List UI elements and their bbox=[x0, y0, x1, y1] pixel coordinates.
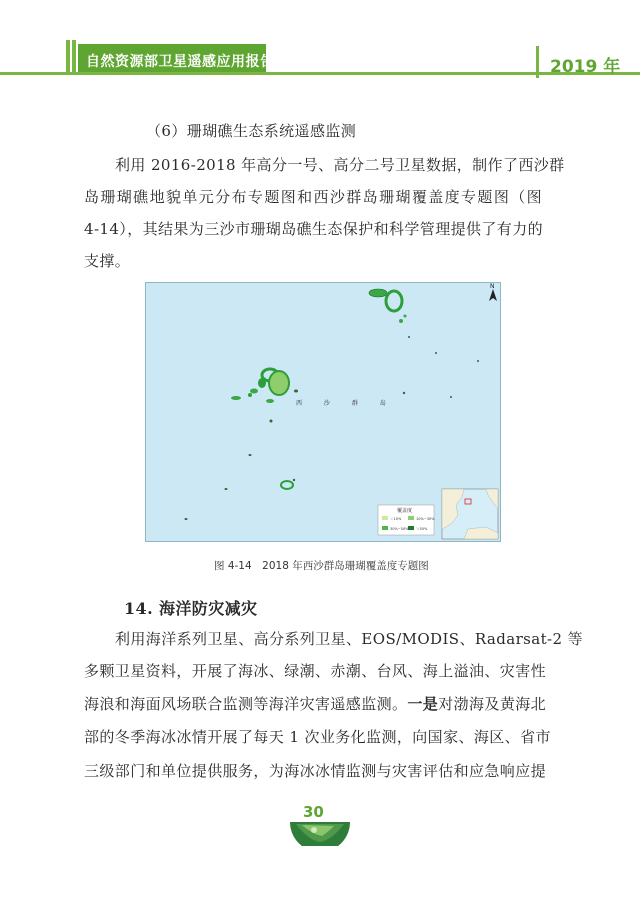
legend-item: ＜10% bbox=[390, 517, 402, 521]
paragraph-line: 岛珊瑚礁地貌单元分布专题图和西沙群岛珊瑚覆盖度专题图（图 bbox=[84, 188, 542, 206]
inset-location-map bbox=[442, 489, 498, 539]
legend-item: 30%~50% bbox=[390, 527, 409, 531]
map-canvas bbox=[146, 283, 500, 541]
north-arrow-icon bbox=[489, 289, 497, 301]
legend-item: ＞50% bbox=[416, 527, 428, 531]
paragraph-line: 利用 2016-2018 年高分一号、高分二号卫星数据，制作了西沙群 bbox=[115, 156, 565, 174]
legend-title: 覆盖度 bbox=[397, 508, 413, 514]
emphasis-text: 一是 bbox=[407, 695, 439, 713]
text-run: 对渤海及黄海北 bbox=[438, 695, 547, 713]
page-number: 30 bbox=[303, 803, 324, 821]
island-group-crescent bbox=[231, 369, 298, 403]
section-heading: 14. 海洋防灾减灾 bbox=[124, 599, 258, 618]
north-label: N bbox=[490, 283, 495, 290]
map-place-label: 西 沙 群 岛 bbox=[296, 400, 396, 407]
figure-caption: 图 4-14 2018 年西沙群岛珊瑚覆盖度专题图 bbox=[214, 560, 429, 572]
paragraph-line: 部的冬季海冰冰情开展了每天 1 次业务化监测，向国家、海区、省市 bbox=[84, 728, 551, 746]
footer-earth-icon bbox=[288, 822, 352, 846]
paragraph-line bbox=[84, 693, 547, 714]
paragraph-line: 4-14），其结果为三沙市珊瑚岛礁生态保护和科学管理提供了有力的 bbox=[84, 220, 544, 238]
paragraph-line: 支撑。 bbox=[84, 252, 131, 270]
header-stripe bbox=[66, 40, 70, 75]
paragraph-line: 利用海洋系列卫星、高分系列卫星、EOS/MODIS、Radarsat-2 等 bbox=[115, 630, 584, 648]
island-group-north bbox=[369, 289, 407, 323]
paragraph-line: 三级部门和单位提供服务，为海冰冰情监测与灾害评估和应急响应提 bbox=[84, 762, 547, 780]
report-year: 2019 年 bbox=[550, 57, 621, 77]
text-run: 海浪和海面风场联合监测等海洋灾害遥感监测。 bbox=[84, 695, 408, 713]
map-legend bbox=[378, 505, 435, 535]
section-heading: （6）珊瑚礁生态系统遥感监测 bbox=[146, 122, 357, 140]
coral-coverage-map bbox=[145, 282, 501, 542]
paragraph-line: 多颗卫星资料，开展了海冰、绿潮、赤潮、台风、海上溢油、灾害性 bbox=[84, 662, 547, 680]
header-stripe bbox=[72, 40, 76, 75]
report-title: 自然资源部卫星遥感应用报告 bbox=[86, 54, 275, 70]
legend-item: 10%~30% bbox=[416, 517, 435, 521]
